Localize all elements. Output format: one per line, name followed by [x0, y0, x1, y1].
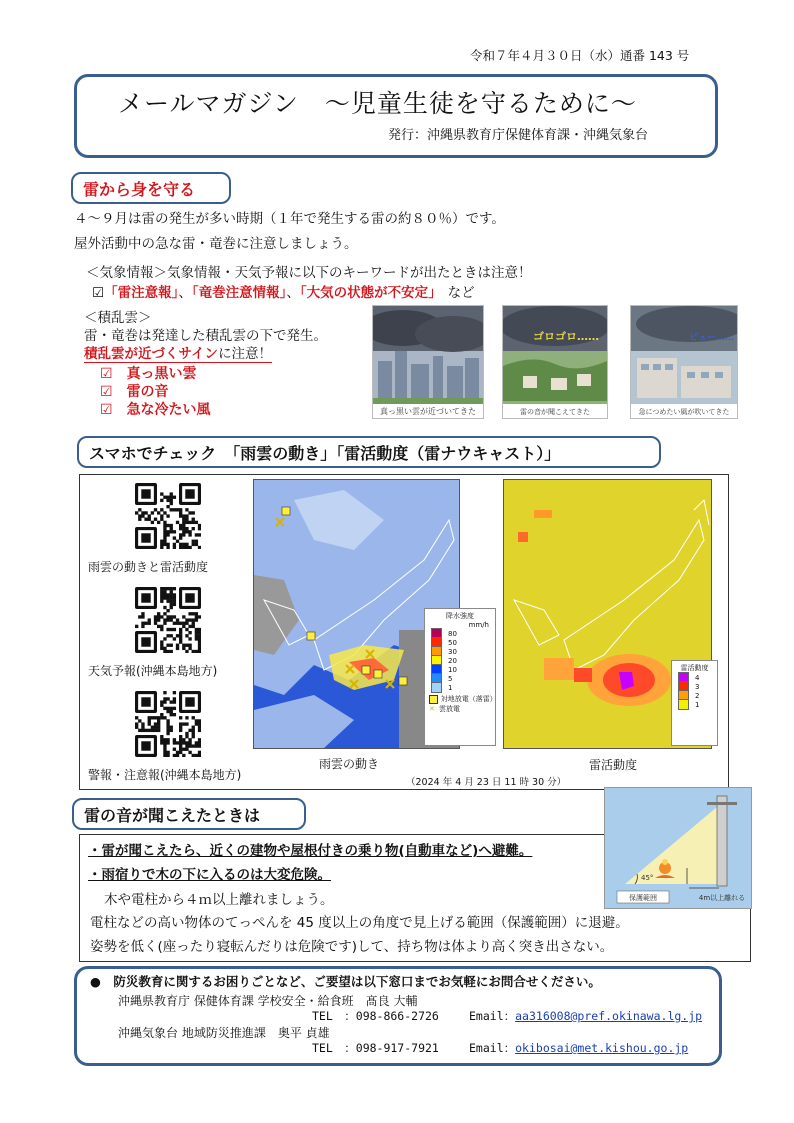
- rain-legend-swatch: [431, 682, 442, 693]
- qr-code-rain-cloud[interactable]: [135, 483, 201, 549]
- safety-bullet-2: ・雨宿りで木の下に入るのは大変危険。: [88, 867, 331, 883]
- thunder-legend-value: 3: [695, 682, 700, 691]
- illustration-caption: 雷の音が聞こえてきた: [520, 408, 590, 416]
- contact-org-2: 沖縄気象台 地域防災推進課 奥平 貞雄: [118, 1026, 330, 1040]
- rain-legend-value: 1: [448, 683, 453, 692]
- cloud-discharge-icon: ✕: [429, 705, 435, 713]
- qr-code-warnings[interactable]: [135, 691, 201, 757]
- illustration-caption: 急につめたい風が吹いてきた: [638, 408, 730, 416]
- keyword-line: ☑「雷注意報」、「竜巻注意情報」、「大気の状態が不安定」 など: [92, 285, 475, 301]
- thunder-legend-value: 1: [695, 700, 700, 709]
- qr-label-rain-cloud: 雨雲の動きと雷活動度: [88, 560, 209, 574]
- sign-item-black-cloud: ☑ 真っ黒い雲: [100, 366, 197, 382]
- page-title: メールマガジン ～児童生徒を守るために～: [118, 89, 637, 118]
- thunder-legend-value: 4: [695, 673, 700, 682]
- keyword-thunder-warning: 「雷注意報」: [104, 285, 179, 301]
- check-icon: ☑: [100, 366, 113, 382]
- thunder-legend-value: 2: [695, 691, 700, 700]
- contact-email-2: Email：okibosai@met.kishou.go.jp: [469, 1041, 689, 1055]
- keyword-unstable: 「大気の状態が不安定」: [299, 285, 442, 301]
- contact-org-1: 沖縄県教育庁 保健体育課 学校安全・給食班 髙良 大輔: [118, 994, 418, 1008]
- approach-sign-line: 積乱雲が近づくサインに注意！: [84, 346, 273, 362]
- qr-code-forecast[interactable]: [135, 587, 201, 653]
- qr-label-forecast: 天気予報(沖縄本島地方): [88, 664, 218, 678]
- thunder-legend-row: [678, 700, 717, 709]
- thunder-map-caption: 雷活動度: [589, 758, 638, 772]
- rain-map-caption: 雨雲の動き: [319, 757, 380, 771]
- illustration-caption: 真っ黒い雲が近づいてきた: [380, 407, 476, 416]
- weather-info-label: ＜気象情報＞気象情報・天気予報に以下のキーワードが出たときは注意！: [86, 265, 532, 281]
- cg-lightning-icon: [429, 695, 438, 704]
- safety-line-3: 木や電柱から４ｍ以上離れましょう。: [104, 892, 334, 908]
- issue-date: 令和７年４月３０日（水）通番 143 号: [470, 48, 690, 63]
- section-label-smartphone: スマホでチェック 「雨雲の動き」「雷活動度（雷ナウキャスト）」: [77, 436, 661, 468]
- keyword-tornado: 「竜巻注意情報」: [191, 285, 287, 301]
- publisher: 発行：沖縄県教育庁保健体育課・沖縄気象台: [388, 128, 649, 143]
- rain-legend: 降水強度 mm/h 80 50 30 20 10 5 1 対地放電（落雷） ✕ 雲放電: [424, 608, 496, 746]
- section-label-lightning: 雷から身を守る: [71, 172, 231, 204]
- rain-legend-value: 80: [448, 629, 457, 638]
- safety-line-5: 姿勢を低く(座ったり寝転んだりは危険です)して、持ち物は体より高く突き出さない。: [90, 939, 614, 955]
- contact-heading: ● 防災教育に関するお困りごとなど、ご要望は以下窓口までお気軽にお問合せください。: [90, 974, 601, 989]
- illustration-black-cloud: [372, 305, 484, 419]
- intro-line-1: ４～９月は雷の発生が多い時期（１年で発生する雷の約８０％）です。: [74, 211, 505, 227]
- rain-legend-unit: mm/h: [468, 621, 489, 629]
- contact-tel-1: TEL ：098-866-2726: [312, 1009, 439, 1023]
- distance-label: 4m以上離れる: [698, 894, 746, 902]
- rain-legend-value: 30: [448, 647, 457, 656]
- illustration-cold-wind: [630, 305, 738, 419]
- section-label-thunder-heard: 雷の音が聞こえたときは: [72, 798, 306, 830]
- protection-zone-label: 保護範囲: [629, 894, 657, 902]
- sign-item-cold-wind: ☑ 急な冷たい風: [100, 402, 211, 418]
- cumulonimbus-line: 雷・竜巻は発達した積乱雲の下で発生。: [84, 328, 327, 344]
- rain-legend-value: 20: [448, 656, 457, 665]
- safety-bullet-1: ・雷が聞こえたら、近くの建物や屋根付きの乗り物(自動車など)へ避難。: [88, 843, 533, 859]
- angle-label: 45°: [641, 874, 654, 882]
- qr-label-warnings: 警報・注意報(沖縄本島地方): [88, 768, 242, 782]
- illustration-thunder-sound: [502, 305, 608, 419]
- rain-legend-value: 50: [448, 638, 457, 647]
- map-timestamp: （2024 年 4 月 23 日 11 時 30 分）: [406, 777, 567, 788]
- sign-item-thunder-sound: ☑ 雷の音: [100, 384, 169, 400]
- check-icon: ☑: [100, 402, 113, 418]
- check-icon: ☑: [100, 384, 113, 400]
- thunder-sound-text: ゴロゴロ……: [533, 330, 599, 343]
- thunder-legend: [671, 660, 718, 746]
- check-icon: ☑: [92, 285, 105, 301]
- rain-legend-title: 降水強度: [446, 612, 474, 620]
- contact-tel-2: TEL ：098-917-7921: [312, 1041, 439, 1055]
- contact-email-1: Email：aa316008@pref.okinawa.lg.jp: [469, 1009, 703, 1023]
- rain-legend-value: 10: [448, 665, 457, 674]
- email-link-1[interactable]: aa316008@pref.okinawa.lg.jp: [515, 1009, 703, 1023]
- cumulonimbus-label: ＜積乱雲＞: [84, 310, 152, 326]
- thunder-legend-title: 雷活動度: [680, 664, 709, 672]
- intro-line-2: 屋外活動中の急な雷・竜巻に注意しましょう。: [74, 236, 358, 252]
- wind-sound-text: ビュー……: [689, 333, 735, 343]
- rain-legend-row: [431, 683, 495, 692]
- safety-line-4: 電柱などの高い物体のてっぺんを 45 度以上の角度で見上げる範囲（保護範囲）に退避。: [90, 915, 629, 931]
- protection-zone-diagram: [604, 787, 752, 909]
- thunder-legend-swatch: [678, 699, 689, 710]
- email-link-2[interactable]: okibosai@met.kishou.go.jp: [515, 1041, 689, 1055]
- rain-legend-value: 5: [448, 674, 453, 683]
